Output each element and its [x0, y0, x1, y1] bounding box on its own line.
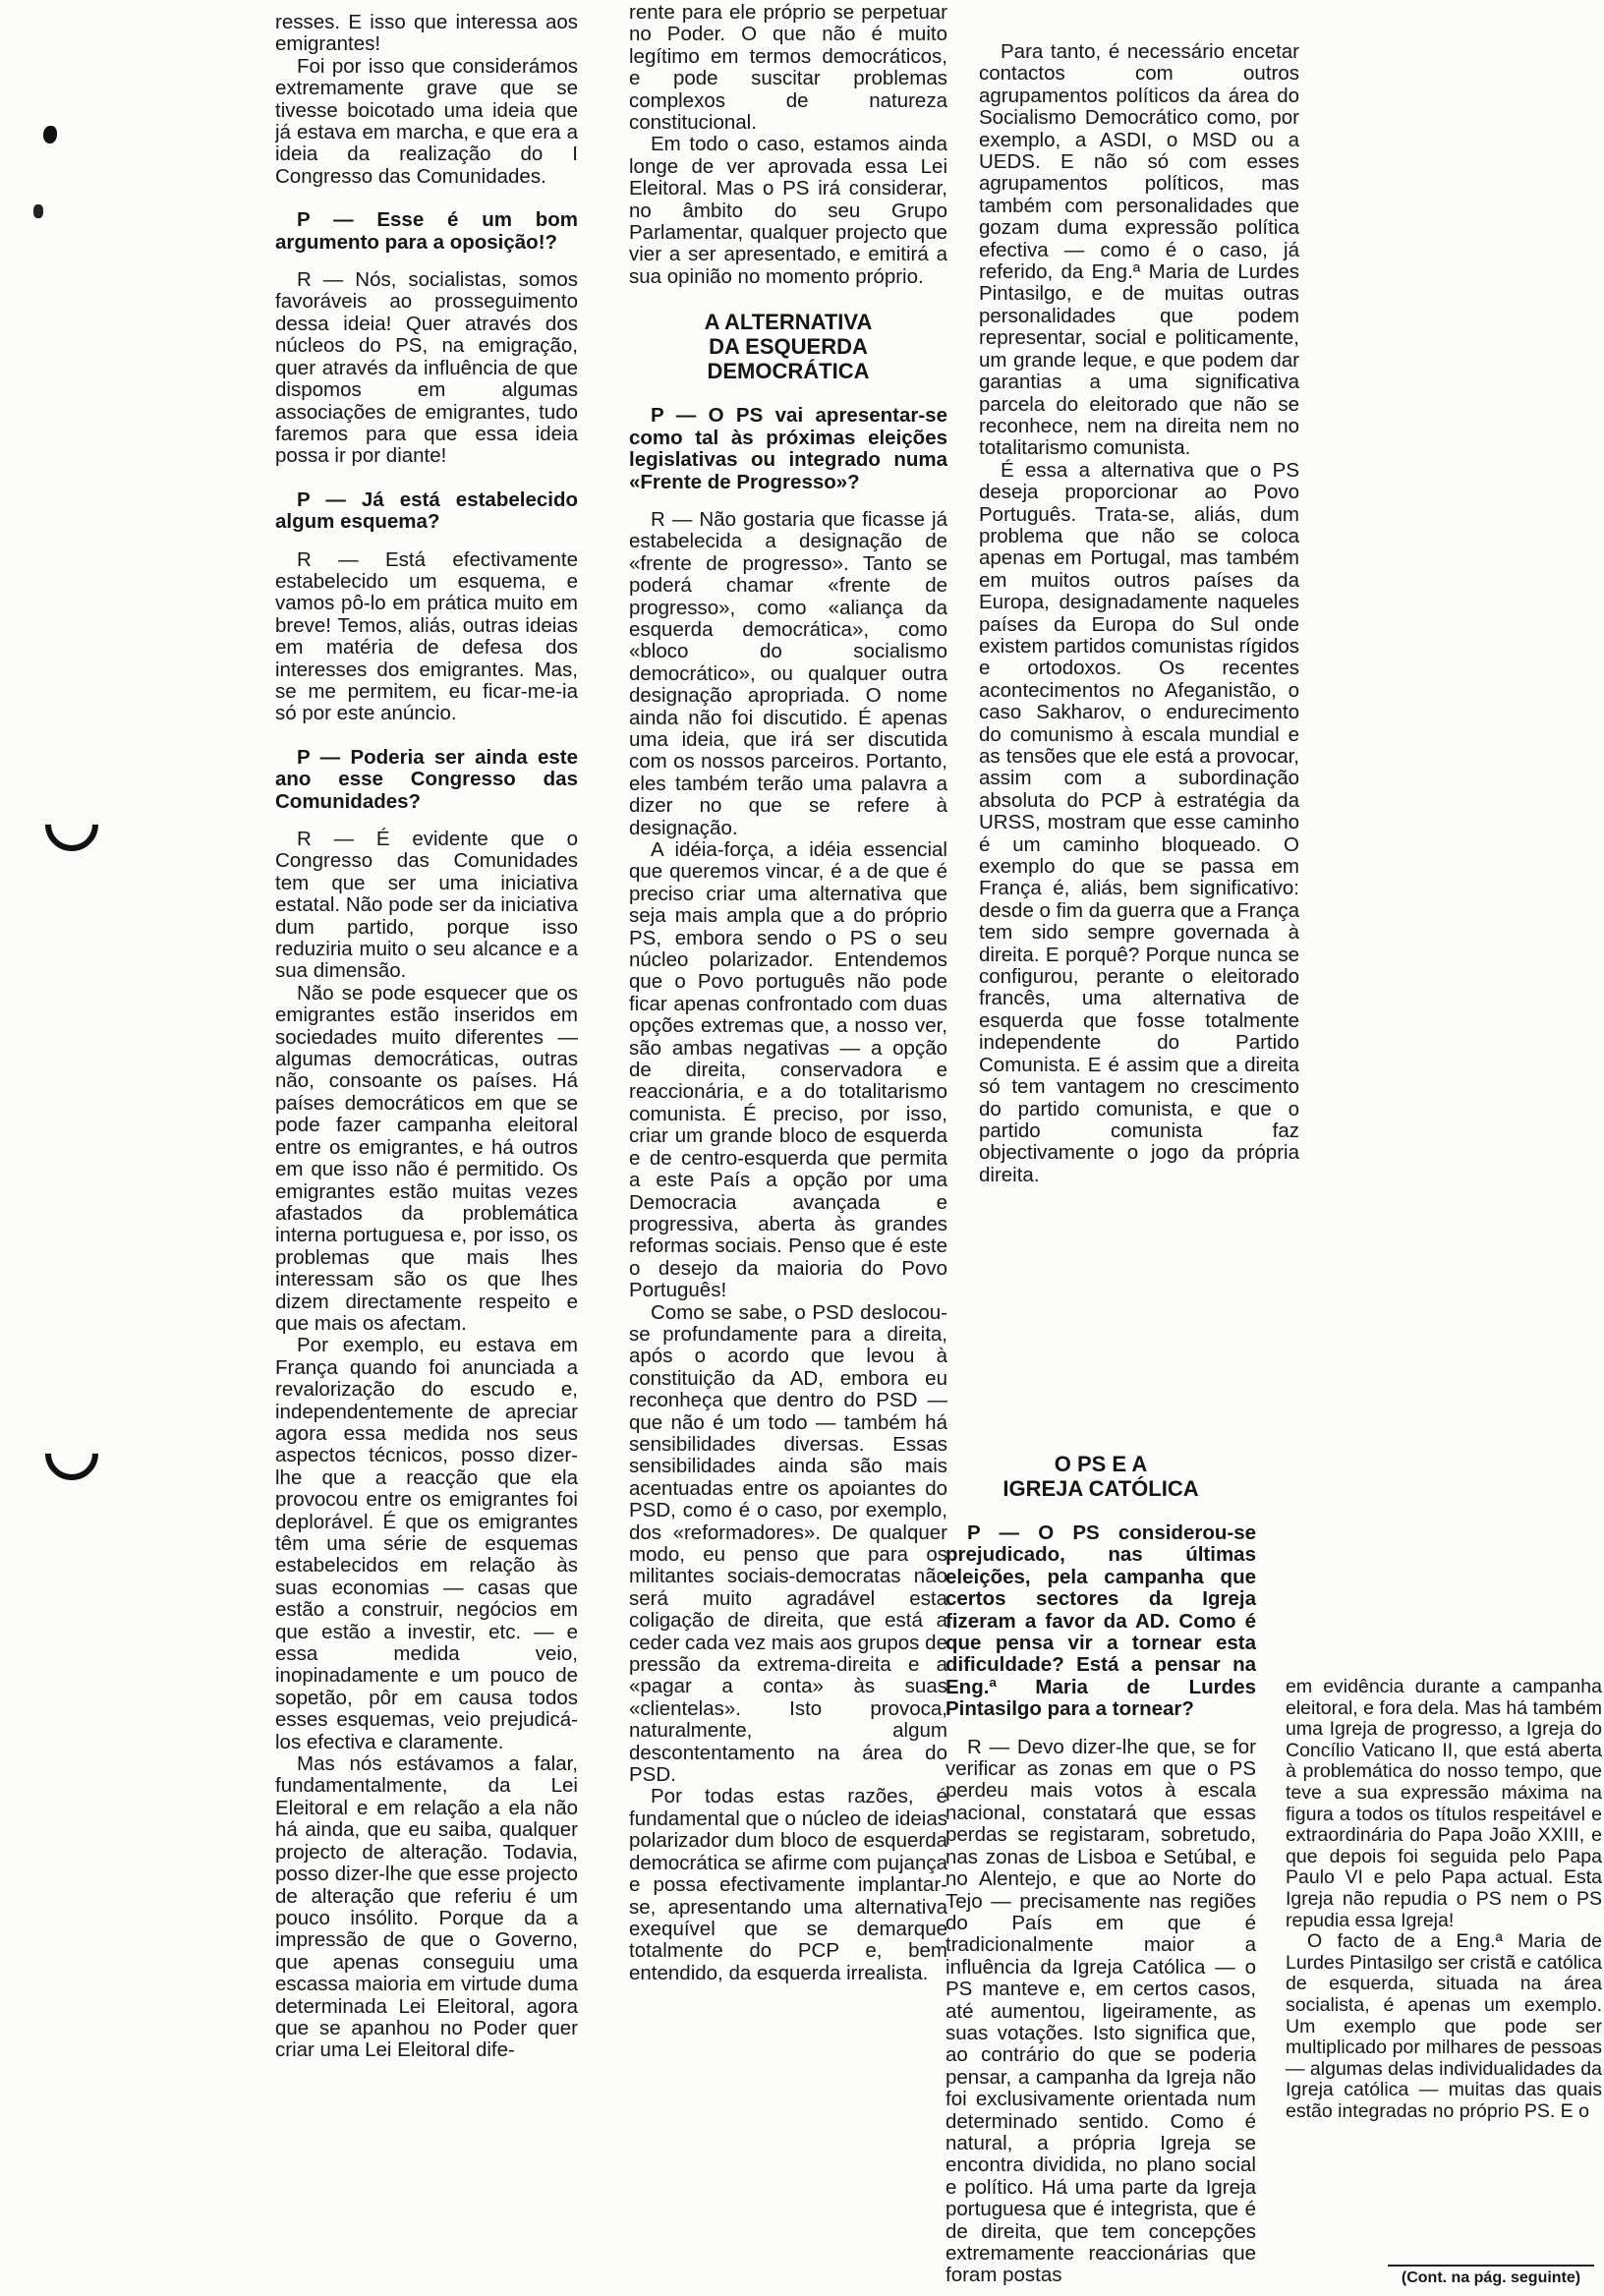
ink-blot-mark	[43, 126, 57, 144]
paragraph: O facto de a Eng.ª Maria de Lurdes Pintasilgo ser cristã e católica de esquerda, situada na área socialista, é apenas um exemplo. Um exemplo que pode ser multiplicado por milhares de pessoas — algumas delas individualidades da Igreja católica — muitas das quais estão integradas no próprio PS. E o	[1286, 1930, 1602, 2122]
paragraph: Foi por isso que considerámos extremamente grave que se tivesse boicotado uma ideia que já estava em marcha, e que era a ideia da realização do I Congresso das Comunidades.	[275, 54, 578, 188]
interview-question: P — O PS considerou-se prejudicado, nas últimas eleições, pela campanha que certos sectores da Igreja fizeram a favor da AD. Como é que pensa vir a tornear esta dificuldade? Está a pensar na Eng.ª Maria de Lurdes Pintasilgo para a tornear?	[945, 1521, 1256, 1721]
paragraph: Mas nós estávamos a falar, fundamentalmente, da Lei Eleitoral e em relação a ela não há ainda, que eu saiba, qualquer projecto de alteração. Todavia, posso dizer-lhe que esse projecto de alteração que referiu é um pouco insólito. Porque da a impressão de que o Governo, que apenas conseguiu uma escassa maioria em virtude duma determinada Lei Eleitoral, agora que se apanhou no Poder quer criar uma Lei Eleitoral dife-	[275, 1752, 578, 2062]
ink-blot-mark	[33, 204, 43, 218]
continued-note: (Cont. na pág. seguinte)	[1388, 2265, 1594, 2292]
interview-answer: R — Nós, socialistas, somos favoráveis ao prosseguimento dessa ideia! Quer através dos núcleos do PS, na emigração, quer através da influência de que dispomos em algumas associações de emigrantes, tudo faremos para que essa ideia possa ir por diante!	[275, 268, 578, 468]
text-column-4	[1286, 1677, 1602, 2262]
paragraph: em evidência durante a campanha eleitoral, e fora dela. Mas há também uma Igreja de progresso, a Igreja do Concílio Vaticano II, que está aberta à problemática do nosso tempo, que teve a sua expressão máxima na figura a todos os títulos respeitável e extraordinária do Papa João XXIII, e que depois foi seguida pelo Papa Paulo VI e pelo Papa actual. Esta Igreja não repudia o PS nem o PS repudia essa Igreja!	[1286, 1677, 1602, 1931]
section-heading	[629, 310, 947, 383]
section-heading-line: O PS E A	[1054, 1452, 1148, 1476]
text-column-1	[275, 12, 578, 2272]
paragraph: Em todo o caso, estamos ainda longe de ver aprovada essa Lei Eleitoral. Mas o PS irá considerar, no âmbito do seu Grupo Parlamentar, qualquer projecto que vier a ser apresentado, e emitirá a sua opinião no momento próprio.	[629, 133, 947, 288]
interview-answer: R — Está efectivamente estabelecido um esquema, e vamos pô-lo em prática muito em breve! Temos, aliás, outras ideias em matéria de defesa dos interesses dos emigrantes. Mas, se me permitem, eu ficar-me-ia só por este anúncio.	[275, 547, 578, 725]
section-heading-line: DEMOCRÁTICA	[707, 359, 870, 384]
paragraph: Para tanto, é necessário encetar contactos com outros agrupamentos políticos da área do Socialismo Democrático como, por exemplo, a ASDI, o MSD ou a UEDS. E não só com esses agrupamentos políticos, mas também com personalidades que gozam duma expressão política efectiva — como é o caso, já referido, da Eng.ª Maria de Lurdes Pintasilgo, e de muitas outras personalidades que podem representar, social e politicamente, um grande leque, e que podem dar garantias a uma significativa parcela do eleitorado que não se reconhece, nem na direita nem no totalitarismo comunista.	[979, 41, 1299, 460]
section-heading-line: DA ESQUERDA	[709, 334, 868, 360]
interview-answer: R — Não gostaria que ficasse já estabelecida a designação de «frente de progresso». Tanto se poderá chamar «frente de progresso», como «aliança da esquerda democrática», como «bloco do socialismo democrático», ou qualquer outra designação apropriada. O nome ainda não foi discutido. É apenas uma ideia, que irá ser discutida com os nossos parceiros. Portanto, eles também terão uma palavra a dizer no que se refere à designação.	[629, 507, 947, 839]
interview-question: P — Poderia ser ainda este ano esse Congresso das Comunidades?	[275, 745, 578, 813]
paragraph: rente para ele próprio se perpetuar no Poder. O que não é muito legítimo em termos democráticos, e pode suscitar problemas complexos de natureza constitucional.	[629, 2, 947, 135]
paragraph: Não se pode esquecer que os emigrantes estão inseridos em sociedades muito diferentes — algumas democráticas, outras não, consoante os países. Há países democráticos em que se pode fazer campanha eleitoral entre os emigrantes, e há outros em que isso não é permitido. Os emigrantes estão muitas vezes afastados da problemática interna portuguesa e, por isso, os problemas que mais lhes interessam são os que lhes dizem directamente respeito e que mais os afectam.	[275, 981, 578, 1335]
interview-answer: R — Devo dizer-lhe que, se for verificar as zonas em que o PS perdeu mais votos à escala nacional, constatará que essas perdas se registaram, sobretudo, nas zonas de Lisboa e Setúbal, e no Alentejo, e que ao Norte do Tejo — precisamente nas regiões do País em que é tradicionalmente maior a influência da Igreja Católica — o PS manteve e, em certos casos, até aumentou, ligeiramente, as suas votações. Isto significa que, ao contrário do que se poderia pensar, a campanha da Igreja não foi exclusivamente orientada num determinado sentido. Como é natural, a própria Igreja se encontra dividida, no plano social e político. Há uma parte da Igreja portuguesa que é integrista, que é de direita, que tem concepções extremamente reaccionárias que foram postas	[945, 1735, 1256, 2287]
section-heading-line: IGREJA CATÓLICA	[1002, 1476, 1199, 1501]
interview-question: P — Esse é um bom argumento para a oposição!?	[275, 208, 578, 254]
paragraph: resses. E isso que interessa aos emigrantes!	[275, 12, 578, 56]
paragraph: Como se sabe, o PSD deslocou-se profundamente para a direita, após o acordo que levou à constituição da AD, embora eu reconheça que dentro do PSD — que não é um todo — também há sensibilidades diversas. Essas sensibilidades ainda são mais acentuadas entre os apoiantes do PSD, como é o caso, por exemplo, dos «reformadores». De qualquer modo, eu penso que para os militantes sociais-democratas não será muito agradável esta coligação de direita, que está a ceder cada vez mais aos grupos de pressão da extrema-direita e a «pagar a conta» às suas «clientelas». Isto provoca, naturalmente, algum descontentamento na área do PSD.	[629, 1300, 947, 1787]
paragraph: A idéia-força, a idéia essencial que queremos vincar, é a de que é preciso criar uma alternativa que seja mais ampla que a do próprio PS, embora sendo o PS o seu núcleo polarizador. Entendemos que o Povo português não pode ficar apenas confrontado com duas opções extremas que, a nosso ver, são ambas negativas — a opção de direita, conservadora e reaccionária, e a do totalitarismo comunista. É preciso, por isso, criar um grande bloco de esquerda e de centro-esquerda que permita a este País a opção por uma Democracia avançada e progressiva, aberta às grandes reformas sociais. Penso que é este o desejo da maioria do Povo Português!	[629, 838, 947, 1302]
interview-question: P — O PS vai apresentar-se como tal às próximas eleições legislativas ou integrado numa «Frente de Progresso»?	[629, 404, 947, 493]
text-column-3	[979, 41, 1299, 1339]
text-column-2	[629, 2, 947, 2288]
interview-question: P — Já está estabelecido algum esquema?	[275, 488, 578, 534]
binder-hole-mark	[34, 1416, 109, 1491]
section-heading-line: A ALTERNATIVA	[704, 310, 873, 335]
text-column-3-lower	[945, 1430, 1256, 2290]
binder-hole-mark	[34, 787, 109, 862]
paragraph: Por todas estas razões, é fundamental que o núcleo de ideias polarizador dum bloco de esquerda democrática se afirme com pujança e possa efectivamente implantar-se, apresentando uma alternativa exequível que se demarque totalmente do PCP e, bem entendido, da esquerda irrealista.	[629, 1785, 947, 1984]
section-heading	[945, 1452, 1256, 1501]
interview-answer: R — É evidente que o Congresso das Comunidades tem que ser uma iniciativa estatal. Não pode ser da iniciativa dum partido, porque isso reduziria muito o seu alcance e a sua dimensão.	[275, 828, 578, 983]
paragraph: É essa a alternativa que o PS deseja proporcionar ao Povo Português. Trata-se, aliás, dum problema que não se coloca apenas em Portugal, mas também em muitos outros países da Europa, designadamente naqueles países da Europa do Sul onde existem partidos comunistas rígidos e ortodoxos. Os recentes acontecimentos no Afeganistão, o caso Sakharov, o endurecimento do comunismo à escala mundial e as tensões que ele está a provocar, assim com a subordinação absoluta do PCP à estratégia da URSS, mostram que esse caminho é um caminho bloqueado. O exemplo do que se passa em França é, aliás, bem significativo: desde o fim da guerra que a França tem sido sempre governada à direita. E porquê? Porque nunca se configurou, perante o eleitorado francês, uma alternativa de esquerda que fosse totalmente independente do Partido Comunista. E é assim que a direita só tem vantagem no crescimento do partido comunista, e que o partido comunista faz objectivamente o jogo da própria direita.	[979, 458, 1299, 1186]
paragraph: Por exemplo, eu estava em França quando foi anunciada a revalorização do escudo e, independentemente de apreciar agora essa medida nos seus aspectos técnicos, posso dizer-lhe que a reacção que ela provocou entre os emigrantes foi deplorável. É que os emigrantes têm uma série de esquemas estabelecidos em relação às suas economias — casas que estão a construir, negócios em que estão a investir, etc. — e essa medida veio, inopinadamente e um pouco de sopetão, pôr em causa todos esses esquemas, veio prejudicá-los efectiva e claramente.	[275, 1334, 578, 1753]
